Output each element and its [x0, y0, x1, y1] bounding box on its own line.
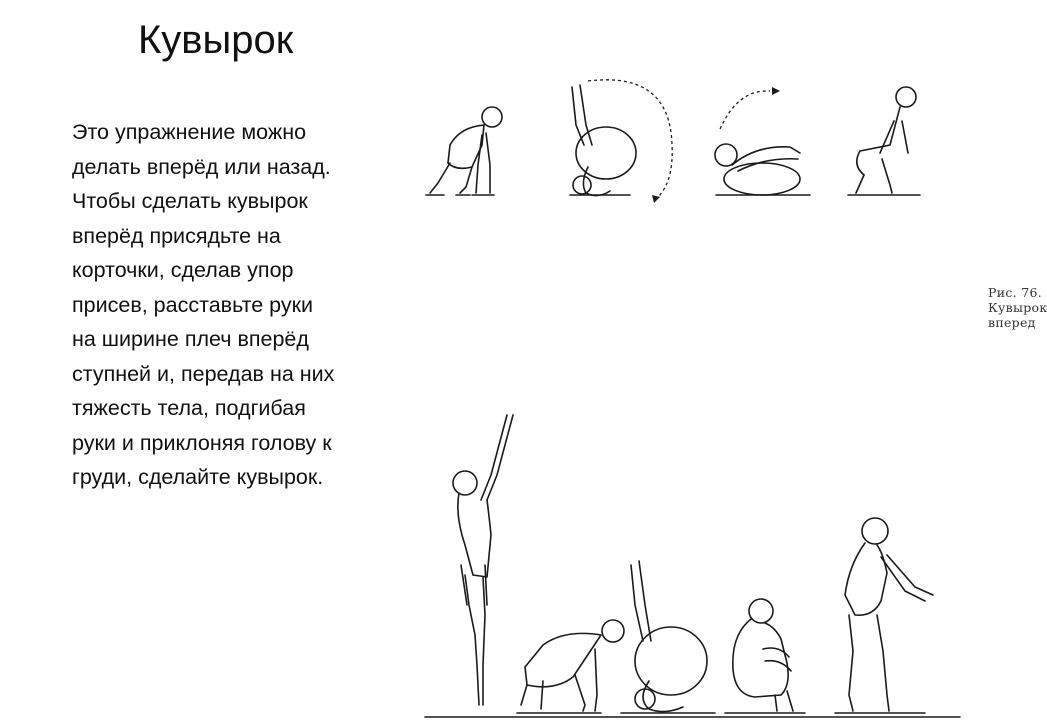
figure-caption: Рис. 76. Кувырок вперед	[988, 285, 1047, 330]
figure-crouch-bottom	[517, 620, 624, 713]
figure-tuck	[715, 144, 810, 195]
forward-roll-illustration-top	[420, 75, 1047, 330]
text-line: присев, расставьте руки	[72, 292, 314, 317]
figure-crouch	[426, 107, 502, 195]
figure-inverted	[570, 85, 636, 196]
forward-roll-illustration-bottom	[425, 405, 960, 720]
figure-rising	[848, 87, 920, 195]
text-line: вперёд присядьте на	[72, 223, 281, 248]
slide-title: Кувырок	[138, 18, 294, 62]
instruction-text	[72, 115, 402, 495]
arrow-head	[772, 87, 780, 95]
text-line: руки и приклоняя голову к	[72, 430, 332, 455]
text-line: ступней и, передав на них	[72, 361, 335, 386]
figure-standing	[453, 415, 513, 705]
text-line: груди, сделайте кувырок.	[72, 465, 324, 489]
text-line: делать вперёд или назад.	[72, 154, 331, 179]
figure-inverted-bottom	[621, 561, 715, 713]
arrow-head	[652, 195, 660, 203]
text-line: корточки, сделав упор	[72, 258, 294, 282]
text-line: Чтобы сделать кувырок	[72, 189, 308, 213]
text-line: на ширине плеч вперёд	[72, 327, 309, 351]
text-line: тяжесть тела, подгибая	[72, 396, 306, 420]
motion-arrow	[588, 80, 672, 199]
figure-standing-up	[835, 518, 933, 713]
figure-seated-tuck	[725, 599, 805, 713]
text-line: Это упражнение можно	[72, 120, 307, 144]
motion-arrow	[720, 91, 770, 129]
